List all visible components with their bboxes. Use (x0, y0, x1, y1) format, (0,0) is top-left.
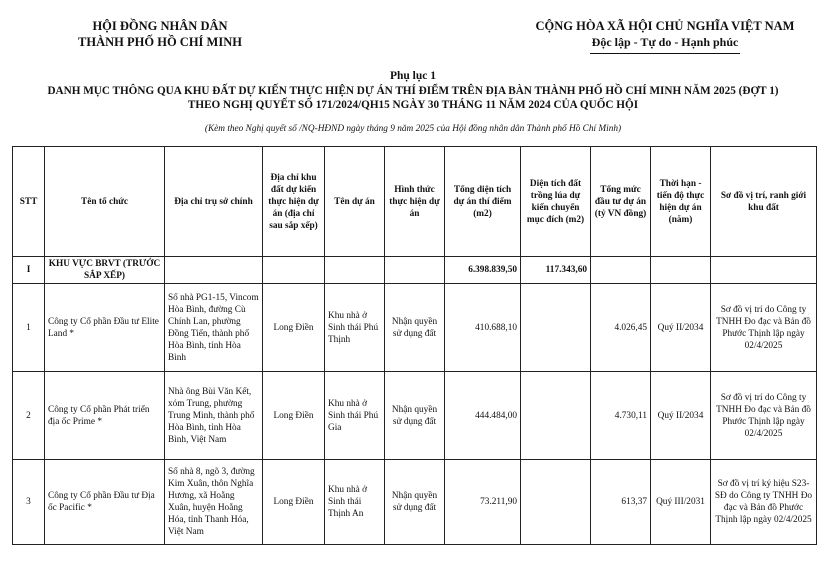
table-row (13, 460, 817, 545)
col-total-area: Tổng diện tích dự án thí điểm (m2) (445, 147, 521, 257)
cell-project: Khu nhà ở Sinh thái Phú Gia (325, 372, 385, 460)
cell-form: Nhận quyền sử dụng đất (385, 372, 445, 460)
col-land-address: Địa chỉ khu đất dự kiến thực hiện dự án (địa chỉ sau sắp xếp) (263, 147, 325, 257)
project-table (12, 146, 817, 545)
cell-invest: 4.026,45 (591, 284, 651, 372)
national-title: CỘNG HÒA XÃ HỘI CHỦ NGHĨA VIỆT NAM (535, 19, 795, 33)
title-line-1: DANH MỤC THÔNG QUA KHU ĐẤT DỰ KIẾN THỰC HIỆN DỰ ÁN THÍ ĐIỂM TRÊN ĐỊA BÀN THÀNH PHỐ HỒ CHÍ MINH NĂM 2025 (ĐỢT 1) (47, 85, 779, 97)
cell-address: Số nhà PG1-15, Vincom Hòa Bình, đường Cù Chính Lan, phường Đồng Tiến, thành phố Hòa Bình, tỉnh Hòa Bình (165, 284, 263, 372)
cell-stt: 3 (13, 460, 45, 545)
cell-area: 73.211,90 (445, 460, 521, 545)
cell-area: 410.688,10 (445, 284, 521, 372)
cell-form: Nhận quyền sử dụng đất (385, 460, 445, 545)
col-rice-area: Diện tích đất trồng lúa dự kiến chuyển mục đích (m2) (521, 147, 591, 257)
national-motto: Độc lập - Tự do - Hạnh phúc (591, 35, 739, 49)
table-header-row (13, 147, 817, 257)
col-map: Sơ đồ vị trí, ranh giới khu đất (711, 147, 817, 257)
col-address: Địa chỉ trụ sở chính (165, 147, 263, 257)
document-title (0, 84, 826, 112)
issuer-line-1: HỘI ĐỒNG NHÂN DÂN (92, 19, 228, 33)
appendix-label: Phụ lục 1 (389, 70, 436, 82)
cell-rice (521, 460, 591, 545)
cell-map: Sơ đồ vị trí ký hiệu S23-SĐ do Công ty TNHH Đo đạc và Bản đồ Phước Thịnh lập ngày 02/4/2025 (711, 460, 817, 545)
table-row (13, 284, 817, 372)
cell-project: Khu nhà ở Sinh thái Phú Thịnh (325, 284, 385, 372)
cell-org: Công ty Cổ phần Phát triển địa ốc Prime * (45, 372, 165, 460)
cell-map: Sơ đồ vị trí do Công ty TNHH Đo đạc và Bản đồ Phước Thịnh lập ngày 02/4/2025 (711, 284, 817, 372)
issuer-line-2: THÀNH PHỐ HỒ CHÍ MINH (78, 35, 242, 49)
cell-term: Quý II/2034 (651, 284, 711, 372)
national-header (520, 18, 810, 54)
cell-land: Long Điền (263, 372, 325, 460)
region-rice-area: 117.343,60 (521, 257, 591, 284)
cell-rice (521, 284, 591, 372)
cell-map: Sơ đồ vị trí do Công ty TNHH Đo đạc và Bản đồ Phước Thịnh lập ngày 02/4/2025 (711, 372, 817, 460)
title-line-2: THEO NGHỊ QUYẾT SỐ 171/2024/QH15 NGÀY 30 THÁNG 11 NĂM 2024 CỦA QUỐC HỘI (187, 99, 639, 111)
col-project: Tên dự án (325, 147, 385, 257)
col-form: Hình thức thực hiện dự án (385, 147, 445, 257)
cell-stt: 2 (13, 372, 45, 460)
cell-term: Quý II/2034 (651, 372, 711, 460)
attachment-note: (Kèm theo Nghị quyết số /NQ-HĐND ngày tháng 9 năm 2025 của Hội đồng nhân dân Thành phố Hồ Chí Minh) (204, 124, 622, 134)
cell-address: Số nhà 8, ngõ 3, đường Kim Xuân, thôn Nghĩa Hương, xã Hoằng Xuân, huyện Hoằng Hóa, tỉnh Thanh Hóa, Việt Nam (165, 460, 263, 545)
cell-land: Long Điền (263, 460, 325, 545)
region-name: KHU VỰC BRVT (TRƯỚC SẮP XẾP) (45, 257, 165, 284)
cell-form: Nhận quyền sử dụng đất (385, 284, 445, 372)
cell-org: Công ty Cổ phần Đầu tư Elite Land * (45, 284, 165, 372)
cell-area: 444.484,00 (445, 372, 521, 460)
table-row (13, 372, 817, 460)
col-stt: STT (13, 147, 45, 257)
col-investment: Tổng mức đầu tư dự án (tỷ VN đồng) (591, 147, 651, 257)
cell-rice (521, 372, 591, 460)
col-org: Tên tổ chức (45, 147, 165, 257)
cell-address: Nhà ông Bùi Văn Kết, xóm Trung, phường Trung Minh, thành phố Hòa Bình, tỉnh Hòa Bình, Việt Nam (165, 372, 263, 460)
cell-invest: 4.730,11 (591, 372, 651, 460)
cell-land: Long Điền (263, 284, 325, 372)
motto-underline (590, 53, 740, 54)
cell-project: Khu nhà ở Sinh thái Thịnh An (325, 460, 385, 545)
issuer-header (40, 18, 280, 50)
region-stt: I (13, 257, 45, 284)
cell-stt: 1 (13, 284, 45, 372)
col-term: Thời hạn - tiến độ thực hiện dự án (năm) (651, 147, 711, 257)
cell-org: Công ty Cổ phần Đầu tư Địa ốc Pacific * (45, 460, 165, 545)
region-total-area: 6.398.839,50 (445, 257, 521, 284)
region-row (13, 257, 817, 284)
cell-term: Quý III/2031 (651, 460, 711, 545)
cell-invest: 613,37 (591, 460, 651, 545)
